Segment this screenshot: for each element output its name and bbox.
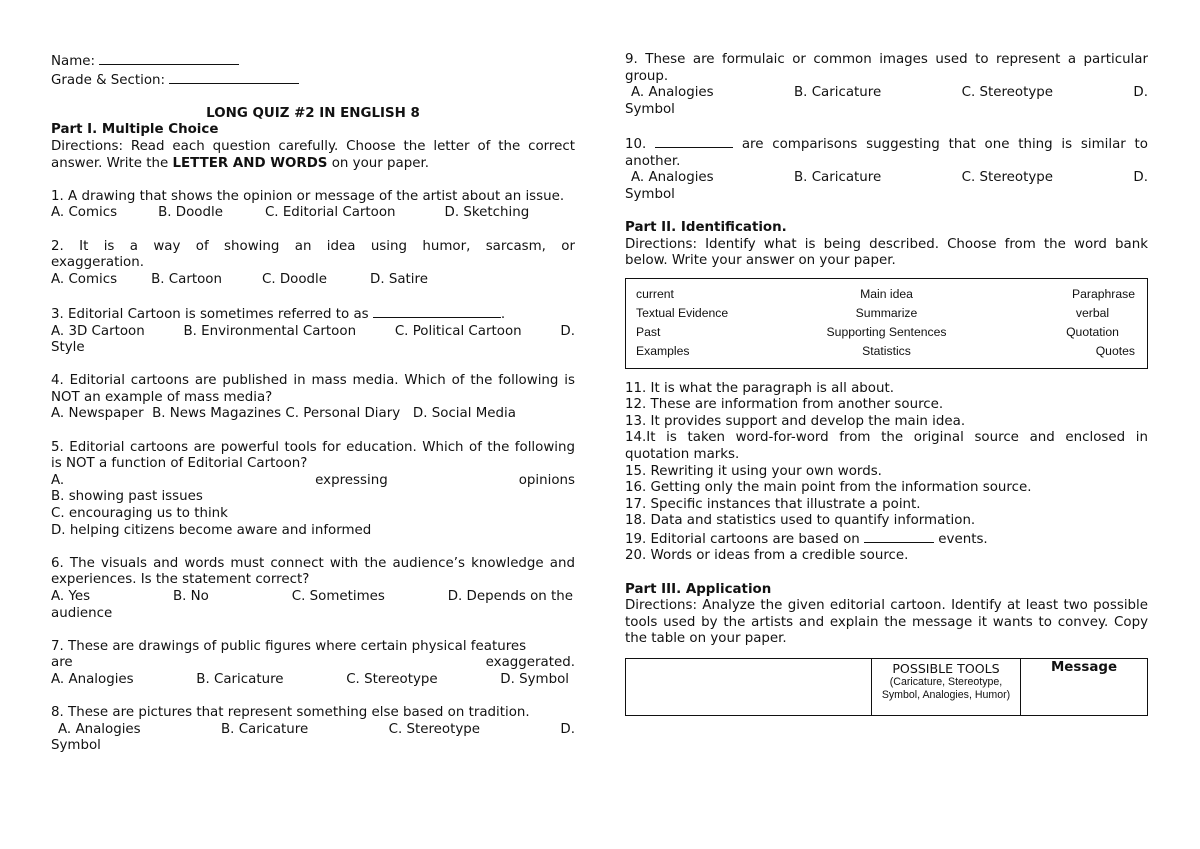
q10-blank: [655, 135, 733, 148]
q3-wrap: Style: [51, 340, 85, 356]
q9-wrap: Symbol: [625, 101, 675, 117]
word-bank-row: Textual Evidence Summarize verbal: [636, 305, 1110, 320]
item-19: 19. Editorial cartoons are based on events.: [625, 531, 988, 547]
q9-options: A. Analogies B. Caricature C. Stereotype D.: [631, 85, 1148, 101]
q5-option-a: A. expressing opinions: [51, 472, 575, 488]
word-bank-row: Past Supporting Sentences Quotation: [636, 325, 1119, 340]
q6-wrap: audience: [51, 605, 113, 621]
word-bank-row: Examples Statistics Quotes: [636, 344, 1135, 359]
part3-directions: Directions: Analyze the given editorial cartoon. Identify at least two possible tools used by the artists and explain the message it wants to convey. Copy the table on your paper.: [625, 598, 1148, 647]
part1-heading: Part I. Multiple Choice: [51, 122, 219, 138]
q2-text: 2. It is a way of showing an idea using humor, sarcasm, or exaggeration.: [51, 238, 575, 271]
name-line: Name:: [51, 52, 575, 71]
q5-option-d: D. helping citizens become aware and informed: [51, 522, 372, 538]
q3-blank: [373, 305, 501, 318]
word-bank: [625, 278, 1148, 369]
item-18: 18. Data and statistics used to quantify information.: [625, 513, 976, 529]
item-15: 15. Rewriting it using your own words.: [625, 463, 882, 479]
q3-options: A. 3D Cartoon B. Environmental Cartoon C. Political Cartoon D.: [51, 323, 575, 339]
q7-text: 7. These are drawings of public figures where certain physical features: [51, 638, 527, 654]
table-row: [626, 659, 1148, 716]
quiz-title: LONG QUIZ #2 IN ENGLISH 8: [206, 105, 420, 121]
q8-text: 8. These are pictures that represent something else based on tradition.: [51, 705, 530, 721]
left-column: [51, 52, 575, 755]
q9-text: 9. These are formulaic or common images used to represent a particular group.: [625, 52, 1148, 84]
q1-options: A. Comics B. Doodle C. Editorial Cartoon D. Sketching: [51, 205, 530, 221]
message-header: Message: [1021, 659, 1148, 716]
grade-blank: [169, 71, 299, 84]
q5-text: 5. Editorial cartoons are powerful tools for education. Which of the following is NOT a function of Editorial Cartoon?: [51, 439, 575, 472]
part2-heading: Part II. Identification.: [625, 219, 787, 235]
part1-directions: Directions: Read each question carefully. Choose the letter of the correct answer. Write the LETTER AND WORDS on your paper.: [51, 138, 575, 171]
q10-text: 10. are comparisons suggesting that one thing is similar to another.: [625, 136, 1148, 169]
item-16: 16. Getting only the main point from the information source.: [625, 480, 1032, 496]
q7-text-line2: are exaggerated.: [51, 655, 575, 671]
q10-options: A. Analogies B. Caricature C. Stereotype D.: [631, 170, 1148, 186]
q7-options: A. Analogies B. Caricature C. Stereotype D. Symbol: [51, 671, 569, 687]
q8-options: A. Analogies B. Caricature C. Stereotype D.: [58, 721, 575, 737]
q5-option-c: C. encouraging us to think: [51, 506, 228, 522]
item-20: 20. Words or ideas from a credible source.: [625, 548, 909, 564]
item-19-blank: [864, 530, 934, 543]
q2-options: A. Comics B. Cartoon C. Doodle D. Satire: [51, 271, 428, 287]
item-13: 13. It provides support and develop the main idea.: [625, 413, 966, 429]
right-column: [625, 52, 1148, 716]
name-blank: [99, 52, 239, 65]
possible-tools-header: POSSIBLE TOOLS (Caricature, Stereotype, Symbol, Analogies, Humor): [872, 659, 1021, 716]
part3-heading: Part III. Application: [625, 581, 772, 597]
q4-options: A. Newspaper B. News Magazines C. Personal Diary D. Social Media: [51, 406, 516, 422]
q8-wrap: Symbol: [51, 738, 101, 754]
word-bank-row: current Main idea Paraphrase: [636, 286, 1135, 301]
item-11: 11. It is what the paragraph is all about.: [625, 380, 894, 396]
item-14: 14.It is taken word-for-word from the original source and enclosed in quotation marks.: [625, 430, 1148, 462]
item-12: 12. These are information from another source.: [625, 397, 944, 413]
q4-text: 4. Editorial cartoons are published in mass media. Which of the following is NOT an example of mass media?: [51, 373, 575, 405]
q5-option-b: B. showing past issues: [51, 489, 203, 505]
q1-text: 1. A drawing that shows the opinion or message of the artist about an issue.: [51, 188, 565, 204]
q6-options: A. Yes B. No C. Sometimes D. Depends on the: [51, 589, 573, 604]
table-cell-blank: [626, 659, 872, 716]
q3-text: 3. Editorial Cartoon is sometimes referred to as .: [51, 306, 506, 322]
q6-text: 6. The visuals and words must connect with the audience’s knowledge and experiences. Is the statement correct?: [51, 555, 575, 588]
q10-wrap: Symbol: [625, 186, 675, 202]
application-table: [625, 658, 1148, 716]
item-17: 17. Specific instances that illustrate a point.: [625, 496, 921, 512]
grade-line: Grade & Section:: [51, 71, 575, 90]
part2-directions: Directions: Identify what is being described. Choose from the word bank below. Write your answer on your paper.: [625, 236, 1148, 269]
